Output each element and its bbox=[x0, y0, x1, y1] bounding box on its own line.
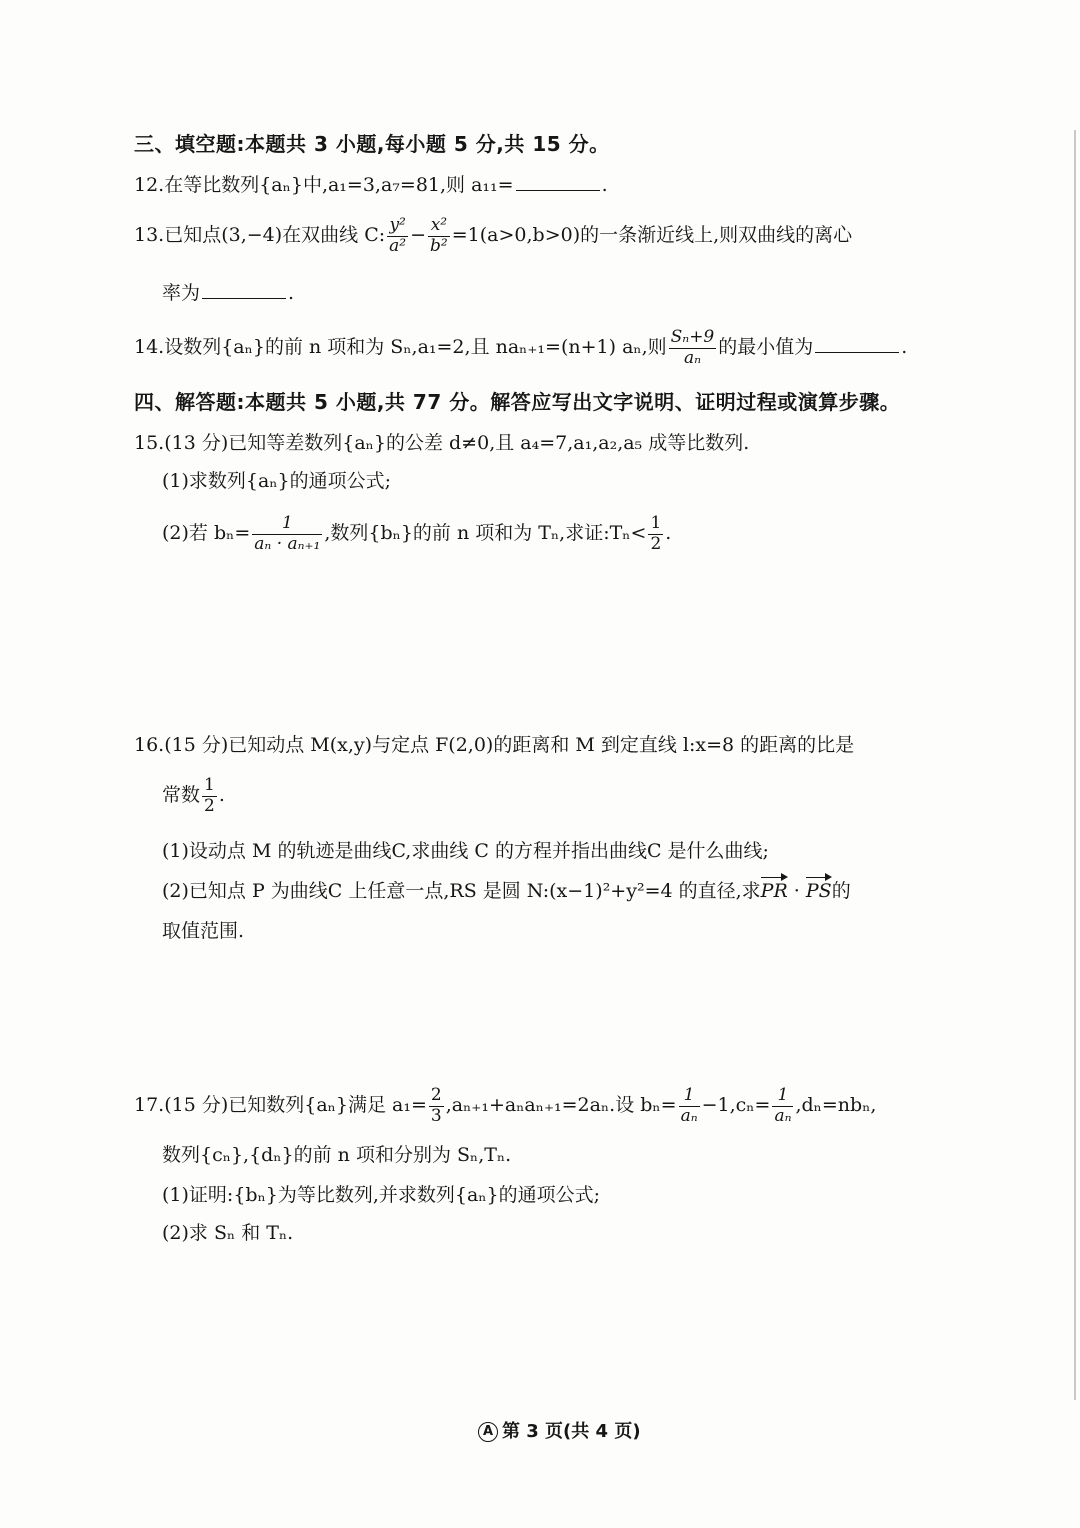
q17-a1-den: 3 bbox=[430, 1105, 442, 1126]
q13-frac2-den: b² bbox=[430, 235, 448, 256]
q12-end: . bbox=[601, 174, 608, 196]
q15-bn-den: aₙ · aₙ₊₁ bbox=[254, 533, 321, 554]
q15-bn-num: 1 bbox=[252, 514, 322, 535]
q16-part2 bbox=[162, 882, 851, 901]
q17-b-num: 1 bbox=[679, 1086, 700, 1107]
q13-suffix: =1(a>0,b>0)的一条渐近线上,则双曲线的离心 bbox=[451, 224, 853, 247]
q16-line2-end: . bbox=[218, 784, 225, 807]
q16-part2-line2: 取值范围. bbox=[162, 920, 245, 942]
q16-part2-prefix: (2)已知点 P 为曲线C 上任意一点,RS 是圆 N:(x−1)²+y²=4 的直径,求 bbox=[162, 880, 761, 902]
q17-a1-num: 2 bbox=[430, 1085, 442, 1105]
q15-part2 bbox=[162, 514, 671, 554]
q13-fraction-x2-b2 bbox=[428, 216, 450, 256]
section4-heading: 四、解答题:本题共 5 小题,共 77 分。解答应写出文字说明、证明过程或演算步骤。 bbox=[134, 390, 901, 414]
q12-text: 12.在等比数列{aₙ}中,a₁=3,a₇=81,则 a₁₁= bbox=[134, 174, 514, 196]
q15-part2-mid: ,数列{bₙ}的前 n 项和为 Tₙ,求证:Tₙ< bbox=[324, 522, 647, 545]
vector-ps: PS bbox=[805, 880, 832, 902]
q14-fraction bbox=[669, 328, 717, 368]
section3-heading: 三、填空题:本题共 3 小题,每小题 5 分,共 15 分。 bbox=[134, 132, 610, 156]
q16-stem: 16.(15 分)已知动点 M(x,y)与定点 F(2,0)的距离和 M 到定直线 l:x=8 的距离的比是 bbox=[134, 734, 855, 756]
q14-frac-num: Sₙ+9 bbox=[670, 327, 715, 347]
q17-part1: (1)证明:{bₙ}为等比数列,并求数列{aₙ}的通项公式; bbox=[162, 1184, 601, 1206]
q13-prefix: 13.已知点(3,−4)在双曲线 C: bbox=[134, 224, 386, 247]
q12-answer-blank bbox=[516, 189, 600, 191]
q17-line2: 数列{cₙ},{dₙ}的前 n 项和分别为 Sₙ,Tₙ. bbox=[162, 1144, 512, 1166]
page-edge-line bbox=[1074, 130, 1076, 1400]
vector-pr: PR bbox=[760, 880, 788, 902]
q15-half-num: 1 bbox=[650, 513, 662, 533]
q14-prefix: 14.设数列{aₙ}的前 n 项和为 Sₙ,a₁=2,且 naₙ₊₁=(n+1) aₙ,则 bbox=[134, 336, 667, 359]
q17-prefix: 17.(15 分)已知数列{aₙ}满足 a₁= bbox=[134, 1094, 427, 1117]
q13-frac1-num: y² bbox=[387, 216, 408, 237]
q15-part2-end: . bbox=[665, 522, 672, 545]
q13-fraction-y2-a2 bbox=[387, 216, 408, 256]
q14-end: . bbox=[901, 336, 908, 359]
q17-c-fraction bbox=[772, 1086, 793, 1126]
q16-line2-prefix: 常数 bbox=[162, 784, 201, 807]
q16-const-fraction bbox=[202, 776, 217, 816]
q17-mid1: ,aₙ₊₁+aₙaₙ₊₁=2aₙ.设 bₙ= bbox=[445, 1094, 677, 1117]
q17-mid2: −1,cₙ= bbox=[701, 1094, 771, 1117]
q15-half-fraction bbox=[648, 514, 663, 554]
q17-suffix: ,dₙ=nbₙ, bbox=[795, 1094, 877, 1117]
q15-half-den: 2 bbox=[650, 533, 662, 554]
q17-b-den: aₙ bbox=[680, 1105, 698, 1126]
q16-const-den: 2 bbox=[204, 795, 215, 816]
question-13-line2 bbox=[162, 284, 294, 303]
q13-answer-blank bbox=[202, 297, 286, 299]
q17-c-den: aₙ bbox=[774, 1105, 792, 1126]
q15-part2-prefix: (2)若 bₙ= bbox=[162, 522, 251, 545]
q16-part2-suffix: 的 bbox=[831, 880, 851, 902]
q15-part1: (1)求数列{aₙ}的通项公式; bbox=[162, 470, 392, 492]
page-number: 第 3 页(共 4 页) bbox=[502, 1421, 641, 1442]
q13-frac2-num: x² bbox=[428, 216, 450, 237]
q13-line2: 率为 bbox=[162, 282, 201, 304]
q13-end: . bbox=[288, 282, 295, 304]
q17-part2: (2)求 Sₙ 和 Tₙ. bbox=[162, 1222, 294, 1244]
q16-part1: (1)设动点 M 的轨迹是曲线C,求曲线 C 的方程并指出曲线C 是什么曲线; bbox=[162, 840, 769, 862]
q15-stem: 15.(13 分)已知等差数列{aₙ}的公差 d≠0,且 a₄=7,a₁,a₂,a₅ 成等比数列. bbox=[134, 432, 750, 454]
q14-suffix: 的最小值为 bbox=[718, 336, 814, 359]
q16-line2 bbox=[162, 776, 225, 816]
question-12 bbox=[134, 176, 608, 195]
q17-a1-fraction bbox=[429, 1086, 444, 1126]
q17-c-num: 1 bbox=[772, 1086, 793, 1107]
q16-dot: · bbox=[787, 880, 806, 902]
question-14 bbox=[134, 328, 907, 368]
q17-b-fraction bbox=[679, 1086, 700, 1126]
page-footer bbox=[478, 1422, 641, 1442]
q13-minus: − bbox=[410, 224, 427, 247]
question-13 bbox=[134, 216, 852, 256]
q14-frac-den: aₙ bbox=[683, 347, 701, 368]
q14-answer-blank bbox=[815, 351, 899, 353]
q16-const-num: 1 bbox=[204, 775, 215, 795]
paper-version-mark-icon: A bbox=[478, 1422, 498, 1442]
q15-bn-fraction bbox=[252, 514, 322, 554]
q17-stem bbox=[134, 1086, 876, 1126]
q13-frac1-den: a² bbox=[389, 235, 407, 256]
